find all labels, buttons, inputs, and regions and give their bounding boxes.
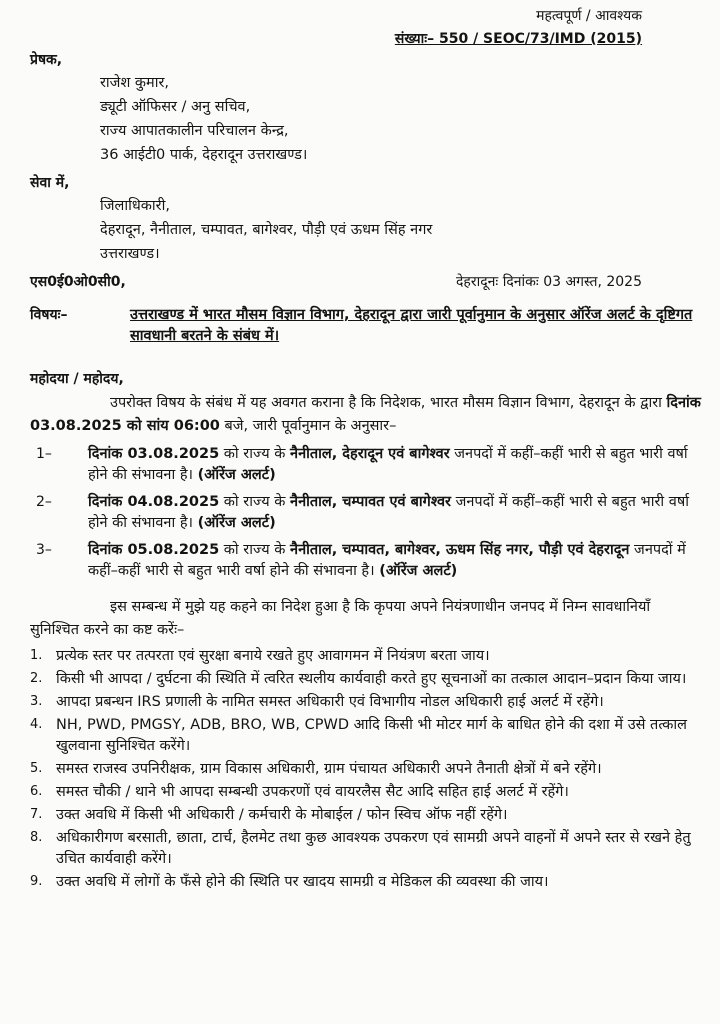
- precaution-text: किसी भी आपदा / दुर्घटना की स्थिति में त्वरित स्थलीय कार्यवाही करते हुए सूचनाओं का तत्काल आदान–प्रदान किया जाय।: [56, 671, 687, 687]
- precaution-text: समस्त राजस्व उपनिरीक्षक, ग्राम विकास अधिकारी, ग्राम पंचायत अधिकारी अपने तैनाती क्षेत्रों में बने रहेंगे।: [56, 761, 602, 777]
- priority-marking: महत्वपूर्ण / आवश्यक: [536, 8, 642, 24]
- subject-section: [30, 305, 702, 347]
- forecast-text: जनपदों में कहीं–कहीं भारी से बहुत भारी वर्षा होने की संभावना है।: [88, 494, 689, 531]
- recipient-line: जिलाधिकारी,: [100, 198, 170, 214]
- forecast-alert: (ऑरेंज अलर्ट): [379, 563, 458, 579]
- forecast-date: दिनांक 05.08.2025: [88, 542, 220, 558]
- forecast-number: 2–: [36, 494, 52, 510]
- letter-header: [30, 6, 702, 50]
- forecast-alert: (ऑरेंज अलर्ट): [197, 467, 276, 483]
- subject-text: उत्तराखण्ड में भारत मौसम विज्ञान विभाग, देहरादून द्वारा जारी पूर्वानुमान के अनुसार ऑरेंज अलर्ट के दृष्टिगत सावधानी बरतने के संबंध में।: [130, 307, 693, 344]
- precaution-number: 6.: [30, 784, 43, 799]
- precaution-text: समस्त चौकी / थाने भी आपदा सम्बन्धी उपकरणों एवं वायरलैस सैट आदि सहित हाई अलर्ट में रहेंगे।: [56, 784, 569, 800]
- intro-date: दिनांक 03.08.2025 को सांय 06:00: [30, 395, 701, 434]
- precaution-text: आपदा प्रबन्धन IRS प्रणाली के नामित समस्त अधिकारी एवं विभागीय नोडल अधिकारी हाई अलर्ट में रहेंगे।: [56, 694, 604, 710]
- dateline: [30, 272, 702, 293]
- forecast-districts: नैनीताल, देहरादून एवं बागेश्वर: [290, 446, 450, 462]
- precaution-number: 7.: [30, 807, 43, 822]
- forecast-text: को राज्य के: [219, 494, 291, 510]
- forecast-districts: नैनीताल, चम्पावत, बागेश्वर, ऊधम सिंह नगर, पौड़ी एवं देहरादून: [290, 542, 630, 558]
- precaution-number: 2.: [30, 671, 43, 686]
- precaution-number: 1.: [30, 648, 43, 663]
- precaution-text: उक्त अवधि में किसी भी अधिकारी / कर्मचारी के मोबाईल / फोन स्विच ऑफ नहीं रहेंगे।: [56, 807, 508, 823]
- precaution-number: 5.: [30, 761, 43, 776]
- forecast-item: [36, 540, 702, 582]
- precaution-item: [30, 828, 702, 870]
- forecast-number: 3–: [36, 542, 52, 558]
- precaution-list: [30, 646, 702, 893]
- forecast-date: दिनांक 03.08.2025: [88, 446, 220, 462]
- precaution-item: [30, 669, 702, 690]
- recipient-line: उत्तराखण्ड।: [100, 246, 160, 262]
- sender-address: [100, 71, 702, 167]
- recipient-label: सेवा में,: [30, 175, 70, 191]
- precaution-text: अधिकारीगण बरसाती, छाता, टार्च, हैलमेट तथा कुछ आवश्यक उपकरण एवं सामग्री अपने वाहनों में अपने स्तर से रखने हेतु उचित कार्यवाही करेंगे।: [56, 830, 691, 867]
- forecast-date: दिनांक 04.08.2025: [88, 494, 220, 510]
- precaution-item: [30, 782, 702, 803]
- intro-paragraph: [30, 392, 702, 438]
- precaution-item: [30, 692, 702, 713]
- precaution-number: 8.: [30, 830, 43, 845]
- reference-number: संख्याः– 550 / SEOC/73/IMD (2015): [394, 31, 642, 47]
- salutation: महोदया / महोदय,: [30, 371, 124, 387]
- place-date: देहरादूनः दिनांकः 03 अगस्त, 2025: [456, 274, 642, 290]
- sender-line: राजेश कुमार,: [100, 75, 170, 91]
- precaution-text: प्रत्येक स्तर पर तत्परता एवं सुरक्षा बनाये रखते हुए आवागमन में नियंत्रण बरता जाय।: [56, 648, 490, 664]
- sender-line: ड्यूटी ऑफिसर / अनु सचिव,: [100, 99, 251, 115]
- precaution-number: 4.: [30, 717, 43, 732]
- sender-section: [30, 50, 702, 167]
- instruction-paragraph: इस सम्बन्ध में मुझे यह कहने का निदेश हुआ है कि कृपया अपने नियंत्रणाधीन जनपद में निम्न सावधानियाँ सुनिश्चित करने का कष्ट करेंः–: [30, 599, 651, 638]
- forecast-number: 1–: [36, 446, 52, 462]
- forecast-text: को राज्य के: [219, 446, 291, 462]
- forecast-text: को राज्य के: [219, 542, 291, 558]
- recipient-line: देहरादून, नैनीताल, चम्पावत, बागेश्वर, पौड़ी एवं ऊधम सिंह नगर: [100, 222, 433, 238]
- precaution-item: [30, 805, 702, 826]
- sender-line: 36 आईटी0 पार्क, देहरादून उत्तराखण्ड।: [100, 147, 308, 163]
- office-code: एस0ई0ओ0सी0,: [30, 274, 126, 290]
- recipient-address: [100, 194, 702, 266]
- precaution-item: [30, 872, 702, 893]
- forecast-alert: (ऑरेंज अलर्ट): [197, 515, 276, 531]
- forecast-list: [30, 444, 702, 582]
- forecast-item: [36, 444, 702, 486]
- sender-line: राज्य आपातकालीन परिचालन केन्द्र,: [100, 123, 289, 139]
- subject-label: विषयः–: [30, 307, 68, 323]
- intro-text-end: बजे, जारी पूर्वानुमान के अनुसार–: [219, 418, 397, 434]
- precaution-item: [30, 759, 702, 780]
- precaution-text: उक्त अवधि में लोगों के फँसे होने की स्थिति पर खादय सामग्री व मेडिकल की व्यवस्था की जाय।: [56, 874, 549, 890]
- precaution-item: [30, 646, 702, 667]
- forecast-text: जनपदों में कहीं–कहीं भारी से बहुत भारी वर्षा होने की संभावना है।: [88, 446, 688, 483]
- forecast-text: जनपदों में कहीं–कहीं भारी से बहुत भारी वर्षा होने की संभावना है।: [88, 542, 686, 579]
- forecast-districts: नैनीताल, चम्पावत एवं बागेश्वर: [290, 494, 451, 510]
- precaution-text: NH, PWD, PMGSY, ADB, BRO, WB, CPWD आदि किसी भी मोटर मार्ग के बाधित होने की दशा में उसे तत्काल खुलवाना सुनिश्चित करेंगे।: [56, 717, 687, 754]
- forecast-item: [36, 492, 702, 534]
- precaution-item: [30, 715, 702, 757]
- sender-label: प्रेषक,: [30, 52, 63, 68]
- precaution-number: 9.: [30, 874, 43, 889]
- precaution-number: 3.: [30, 694, 43, 709]
- intro-text: उपरोक्त विषय के संबंध में यह अवगत कराना है कि निदेशक, भारत मौसम विज्ञान विभाग, देहरादून के द्वारा: [110, 395, 667, 411]
- recipient-section: [30, 173, 702, 266]
